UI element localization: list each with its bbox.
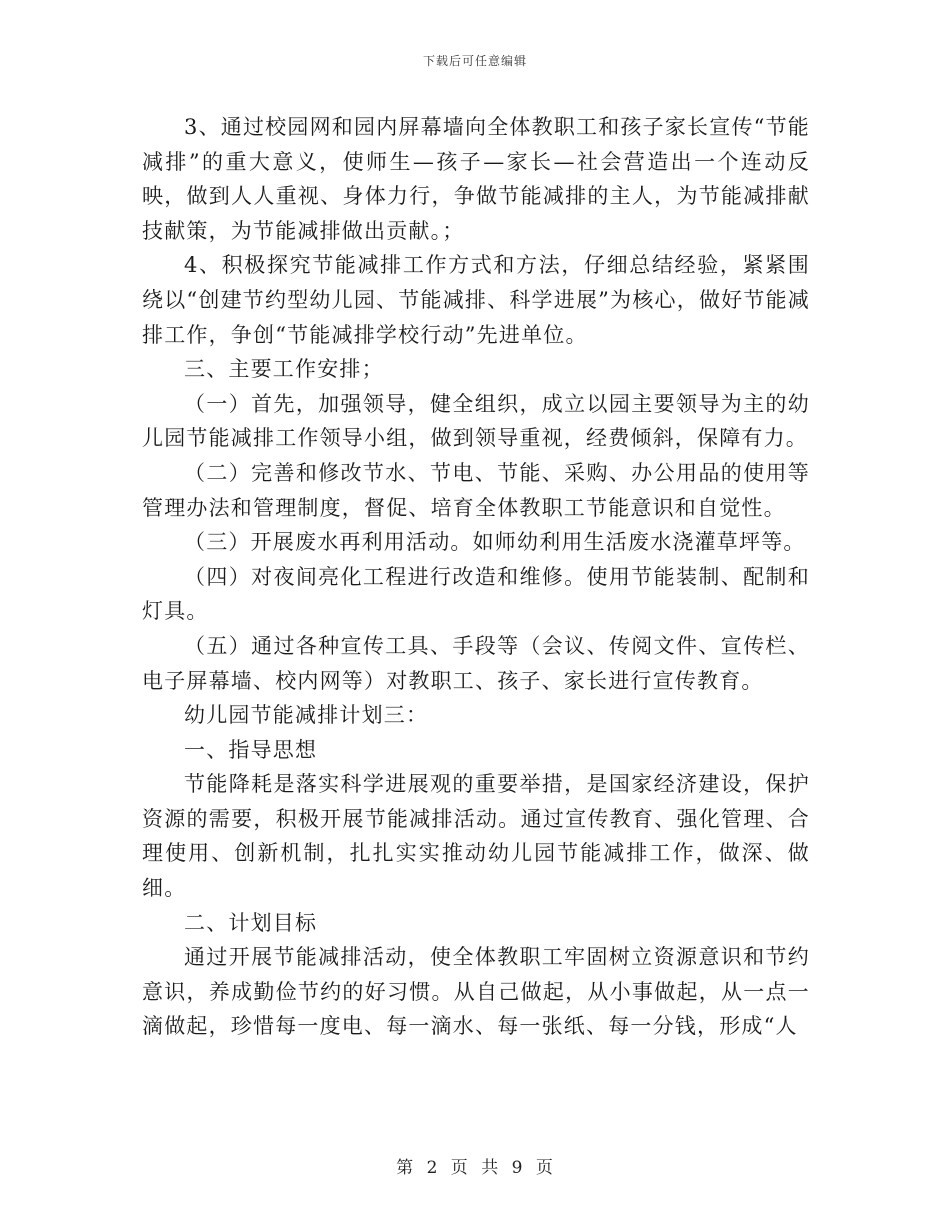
section-heading-work-arrangement: 三、主要工作安排；	[184, 357, 384, 382]
paragraph-item-3: 3、通过校园网和园内屏幕墙向全体教职工和孩子家长宣传“节能减排”的重大意义，使师生—孩子—家长—社会营造出一个连动反映，做到人人重视、身体力行，争做节能减排的主人，为节能减排献技献策，为节能减排做出贡献。；	[142, 115, 810, 243]
document-body	[142, 110, 810, 1044]
page-header: 下载后可任意编辑	[422, 54, 527, 68]
paragraph-point-3: （三）开展废水再利用活动。如师幼利用生活废水浇灌草坪等。	[184, 530, 806, 555]
paragraph-point-2: （二）完善和修改节水、节电、节能、采购、办公用品的使用等管理办法和管理制度，督促、培育全体教职工节能意识和自觉性。	[142, 460, 810, 520]
paragraph-point-1: （一）首先，加强领导，健全组织，成立以园主要领导为主的幼儿园节能减排工作领导小组，做到领导重视，经费倾斜，保障有力。	[142, 391, 810, 451]
paragraph-plan-goal: 通过开展节能减排活动，使全体教职工牢固树立资源意识和节约意识，养成勤俭节约的好习惯。从自己做起，从小事做起，从一点一滴做起，珍惜每一度电、每一滴水、每一张纸、每一分钱，形成“人	[142, 945, 810, 1039]
plan-three-title: 幼儿园节能减排计划三：	[184, 703, 429, 728]
paragraph-point-4: （四）对夜间亮化工程进行改造和维修。使用节能装制、配制和灯具。	[142, 564, 810, 624]
paragraph-item-4: 4、积极探究节能减排工作方式和方法，仔细总结经验，紧紧围绕以“创建节约型幼儿园、节能减排、科学进展”为核心，做好节能减排工作，争创“节能减排学校行动”先进单位。	[142, 253, 810, 347]
paragraph-point-5: （五）通过各种宣传工具、手段等（会议、传阅文件、宣传栏、电子屏幕墙、校内网等）对教职工、孩子、家长进行宣传教育。	[142, 633, 810, 693]
section-heading-guiding-idea: 一、指导思想	[184, 737, 318, 762]
page-number-footer: 第 2 页 共 9 页	[396, 1158, 554, 1178]
paragraph-guiding-idea: 节能降耗是落实科学进展观的重要举措，是国家经济建设，保护资源的需要，积极开展节能减排活动。通过宣传教育、强化管理、合理使用、创新机制，扎扎实实推动幼儿园节能减排工作，做深、做细。	[142, 772, 810, 901]
section-heading-plan-goal: 二、计划目标	[184, 910, 318, 935]
